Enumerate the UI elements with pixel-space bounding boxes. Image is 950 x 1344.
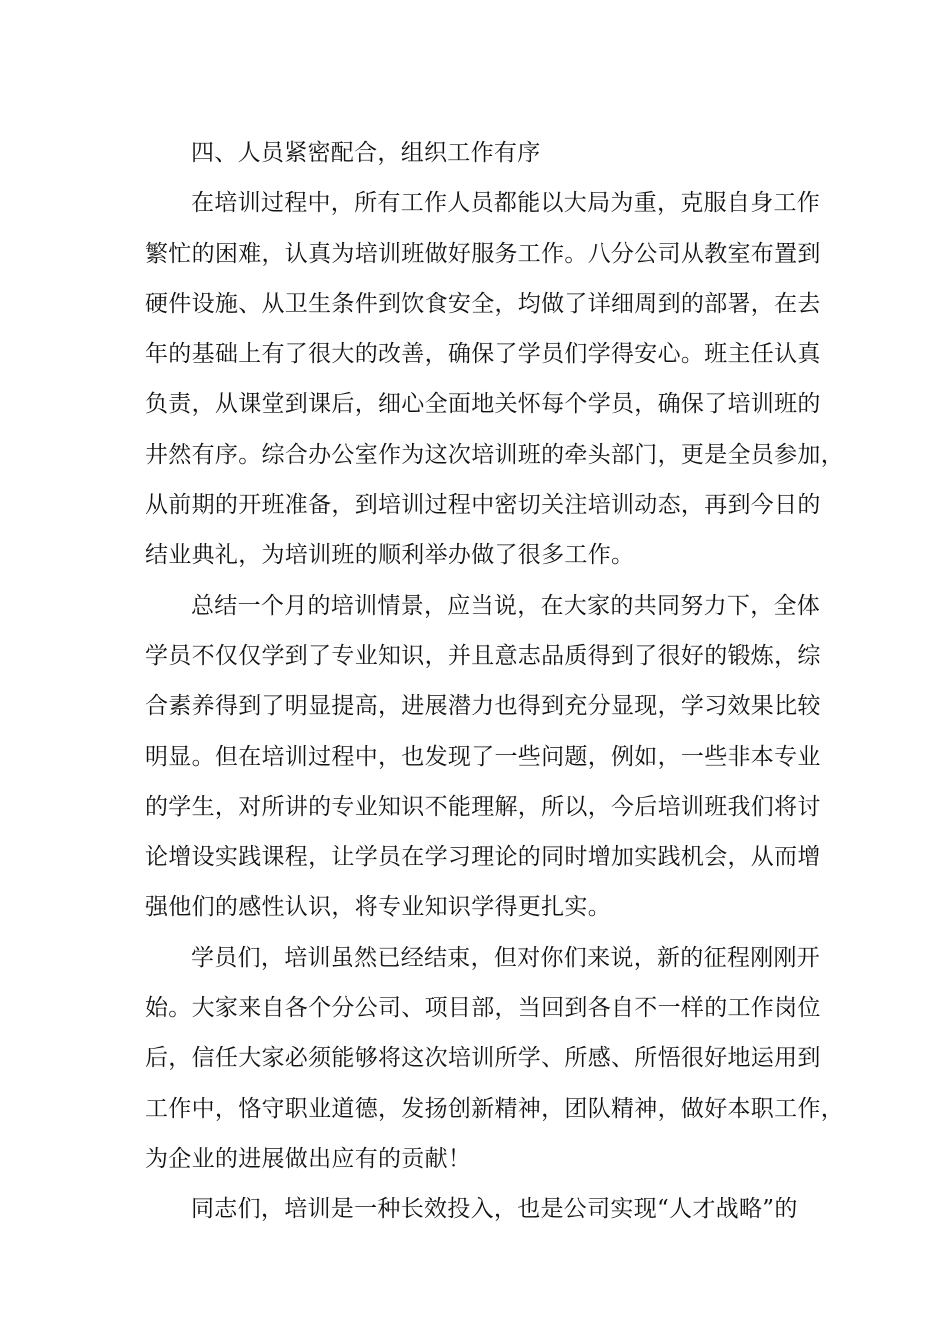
paragraph-line: 工作中，恪守职业道德，发扬创新精神，团队精神，做好本职工作， bbox=[145, 1095, 844, 1122]
paragraph-line: 论增设实践课程，让学员在学习理论的同时增加实践机会，从而增 bbox=[145, 844, 821, 871]
paragraph-line: 负责，从课堂到课后，细心全面地关怀每个学员，确保了培训班的 bbox=[145, 391, 821, 418]
paragraph-line: 强他们的感性认识，将专业知识学得更扎实。 bbox=[145, 894, 611, 921]
paragraph-line: 总结一个月的培训情景，应当说，在大家的共同努力下，全体 bbox=[191, 592, 821, 619]
paragraph-line: 硬件设施、从卫生条件到饮食安全，均做了详细周到的部署，在去 bbox=[145, 290, 821, 317]
paragraph-line: 井然有序。综合办公室作为这次培训班的牵头部门，更是全员参加， bbox=[145, 441, 844, 468]
paragraph-line: 在培训过程中，所有工作人员都能以大局为重，克服自身工作 bbox=[191, 190, 821, 217]
paragraph-line: 繁忙的困难，认真为培训班做好服务工作。八分公司从教室布置到 bbox=[145, 240, 821, 267]
paragraph-line: 合素养得到了明显提高，进展潜力也得到充分显现，学习效果比较 bbox=[145, 693, 821, 720]
paragraph-line: 学员们，培训虽然已经结束，但对你们来说，新的征程刚刚开 bbox=[191, 944, 821, 971]
paragraph-line: 为企业的进展做出应有的贡献！ bbox=[145, 1145, 472, 1172]
paragraph-2 bbox=[145, 581, 825, 933]
paragraph-line: 后，信任大家必须能够将这次培训所学、所感、所悟很好地运用到 bbox=[145, 1045, 821, 1072]
paragraph-line: 结业典礼，为培训班的顺利举办做了很多工作。 bbox=[145, 542, 635, 569]
paragraph-line: 始。大家来自各个分公司、项目部，当回到各自不一样的工作岗位 bbox=[145, 995, 821, 1022]
paragraph-line: 年的基础上有了很大的改善，确保了学员们学得安心。班主任认真 bbox=[145, 341, 821, 368]
paragraph-3 bbox=[145, 933, 844, 1184]
paragraph-line: 学员不仅仅学到了专业知识，并且意志品质得到了很好的锻炼，综 bbox=[145, 642, 821, 669]
paragraph-line: 同志们，培训是一种长效投入，也是公司实现“人才战略”的 bbox=[191, 1196, 798, 1223]
paragraph-line: 从前期的开班准备，到培训过程中密切关注培训动态，再到今日的 bbox=[145, 492, 821, 519]
paragraph-4 bbox=[145, 1184, 825, 1234]
section-heading: 四、人员紧密配合，组织工作有序 bbox=[191, 140, 541, 166]
document-body bbox=[145, 128, 844, 1235]
paragraph-line: 明显。但在培训过程中，也发现了一些问题，例如，一些非本专业 bbox=[145, 743, 821, 770]
paragraph-1 bbox=[145, 178, 844, 580]
paragraph-line: 的学生，对所讲的专业知识不能理解，所以，今后培训班我们将讨 bbox=[145, 793, 821, 820]
